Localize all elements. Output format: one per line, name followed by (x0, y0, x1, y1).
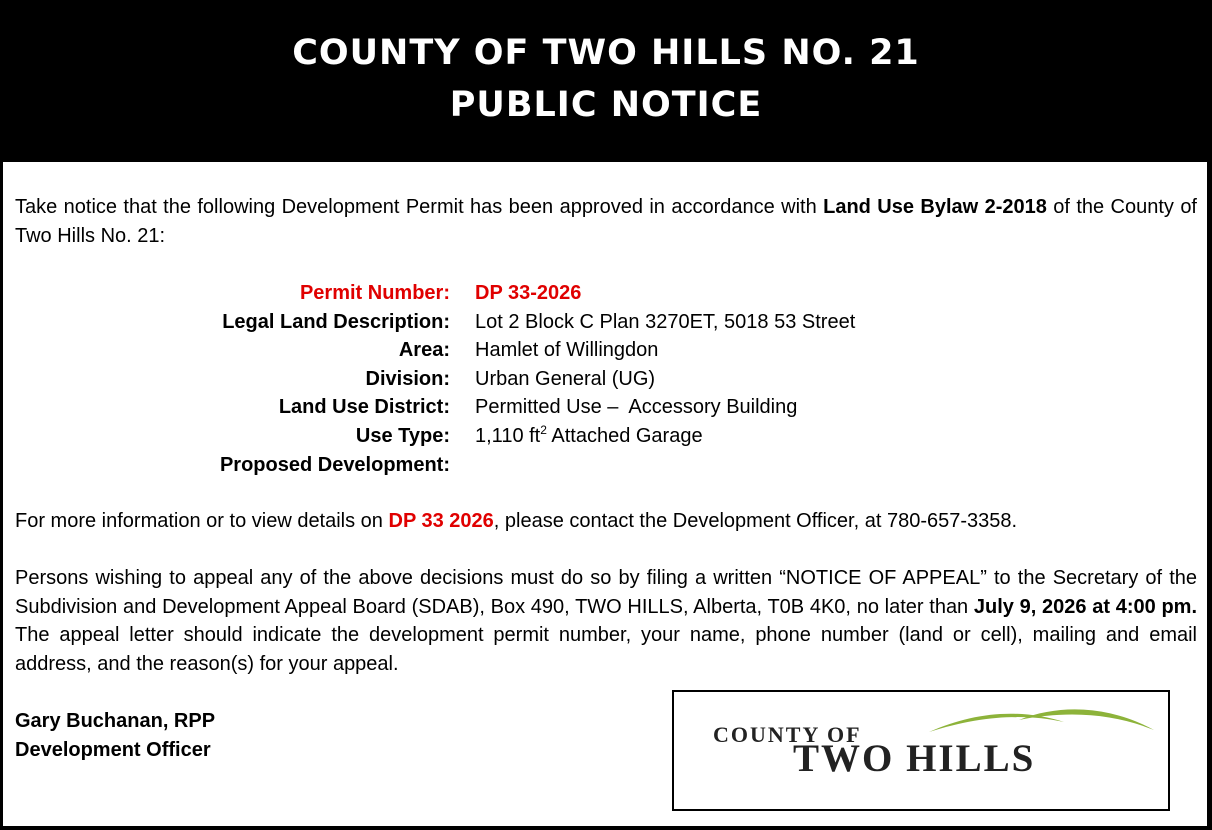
field-legal-land-description: Legal Land Description: Lot 2 Block C Plan 3270ET, 5018 53 Street (222, 310, 856, 333)
officer-title: Development Officer (15, 738, 211, 761)
field-proposed-development: Proposed Development: (219, 453, 450, 476)
officer-name: Gary Buchanan, RPP (15, 710, 216, 732)
intro-paragraph: Take notice that the following Development Permit has been approved in accordance with Land Use Bylaw 2-2018 of the County of Two Hills No. 21: (15, 196, 1197, 247)
info-paragraph: For more information or to view details on DP 33 2026, please contact the Development Officer, at 780-657-3358. (15, 510, 1018, 532)
permit-reference: DP 33 2026 (388, 510, 494, 532)
county-title: COUNTY OF TWO HILLS NO. 21 (292, 33, 920, 73)
logo-text-county-of: COUNTY OF (713, 722, 862, 747)
logo-text-two-hills: TWO HILLS (793, 737, 1036, 780)
permit-details (3, 279, 1207, 479)
notice-title: PUBLIC NOTICE (449, 85, 763, 125)
bylaw-reference: Land Use Bylaw 2-2018 (823, 196, 1047, 218)
signature-block (15, 707, 215, 764)
notice-header (0, 0, 1212, 160)
field-division: Division: Urban General (UG) (365, 367, 656, 390)
field-area: Area: Hamlet of Willingdon (398, 339, 659, 362)
field-permit-number: Permit Number: DP 33-2026 (3, 279, 1207, 308)
appeal-paragraph: Persons wishing to appeal any of the above decisions must do so by filing a written “NOTICE OF APPEAL” to the Secretary of the Subdivision and Development Appeal Board (SDAB), Box 490, TWO HILLS, Alberta, T0B 4K0, no later than July 9, 2026 at 4:00 pm. The appeal letter should indicate the development permit number, your name, phone number (land or cell), mailing and email address, and the reason(s) for your appeal. (15, 567, 1209, 675)
county-logo (672, 690, 1170, 811)
permit-number-value: DP 33-2026 (475, 282, 582, 304)
appeal-deadline: July 9, 2026 at 4:00 pm. (973, 595, 1198, 618)
field-use-type: Use Type: 1,110 $ft^2$ Attached Garage (355, 422, 703, 447)
notice-body (3, 162, 1207, 826)
field-land-use-district: Land Use District: Permitted Use – Accessory Building (278, 396, 798, 419)
